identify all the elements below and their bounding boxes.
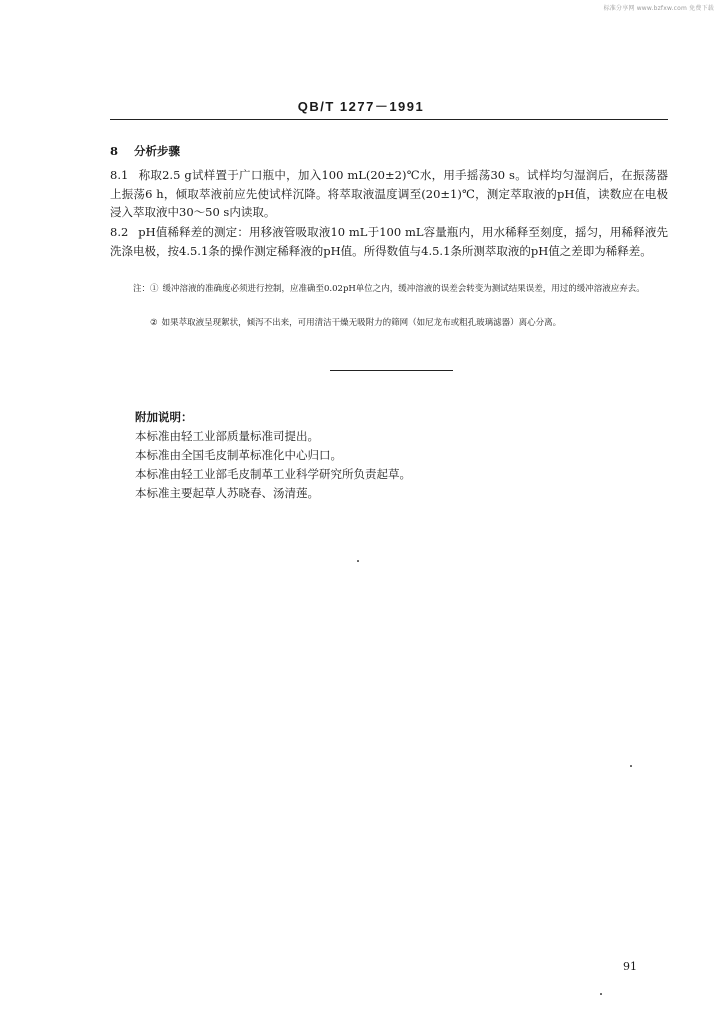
additional-notes [135,408,655,503]
additional-line: 本标准由全国毛皮制革标准化中心归口。 [135,448,342,462]
end-divider [330,370,453,371]
additional-line: 本标准由轻工业部毛皮制革工业科学研究所负责起草。 [135,467,411,481]
scan-speck [357,560,359,562]
note-2 [150,315,668,332]
note-lead: ② [150,318,158,328]
scan-speck [600,993,602,995]
section-heading [110,143,180,159]
watermark-text: 标准分享网 www.bzfxw.com 免费下载 [603,5,714,12]
note-lead: 注：① [133,284,159,294]
paragraph-text: 称取2.5 g试样置于广口瓶中，加入100 mL(20±2)℃水，用手摇荡30 s。试样均匀湿润后，在振荡器上振荡6 h，倾取萃液前应先使试样沉降。将萃取液温度调至(20±1)℃，测定萃取液的pH值，读数应在电极浸入萃取液中30～50 s内读取。 [110,168,668,219]
note-1 [133,281,668,298]
paragraph-number: 8.2 [110,225,129,239]
header-rule [110,119,668,120]
paragraph-8-1 [110,166,668,222]
note-text: 如果萃取液呈现絮状，倾泻不出来，可用清洁干燥无吸附力的筛网（如尼龙布或粗孔玻璃滤器）离心分离。 [161,318,562,328]
scan-speck [630,765,632,767]
paragraph-text: pH值稀释差的测定：用移液管吸取液10 mL于100 mL容量瓶内，用水稀释至刻度，摇匀，用稀释液先洗涤电极，按4.5.1条的操作测定稀释液的pH值。所得数值与4.5.1条所测萃取液的pH值之差即为稀释差。 [110,225,668,258]
additional-line: 本标准由轻工业部质量标准司提出。 [135,429,319,443]
section-number: 8 [110,144,119,158]
paragraph-number: 8.1 [110,168,129,182]
paragraph-8-2 [110,223,668,260]
section-title: 分析步骤 [134,144,181,158]
standard-code-header: QB/T 1277－1991 [297,99,425,114]
page-number: 91 [623,960,637,973]
additional-line: 本标准主要起草人苏晓春、汤清莲。 [135,486,319,500]
note-text: 缓冲溶液的准确度必须进行控制，应准确至0.02pH单位之内，缓冲溶液的误差会转变为测试结果误差，用过的缓冲溶液应弃去。 [162,284,645,294]
additional-title: 附加说明： [135,410,193,424]
